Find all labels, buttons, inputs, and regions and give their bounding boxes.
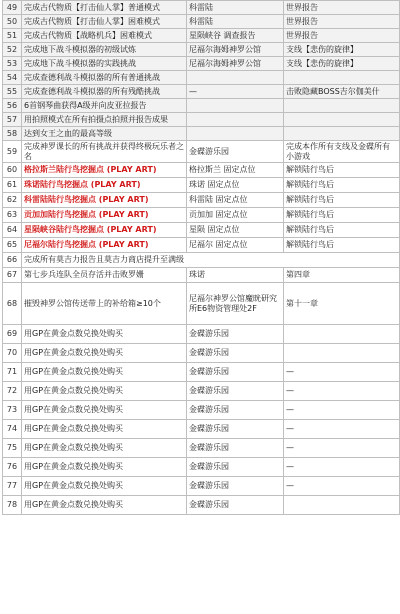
table-row	[3, 208, 400, 223]
table-row	[3, 141, 400, 163]
location-cell: 科雷陆	[187, 15, 284, 29]
table-row	[3, 15, 400, 29]
table-row	[3, 57, 400, 71]
row-number-cell: 56	[3, 99, 22, 113]
task-cell: 珠诺陆行鸟挖掘点 (PLAY ART)	[22, 178, 187, 193]
location-cell: 珠诺	[187, 268, 284, 283]
task-cell: 格拉斯兰陆行鸟挖掘点 (PLAY ART)	[22, 163, 187, 178]
location-cell: 金碟游乐园	[187, 458, 284, 477]
task-cell: 用GP在黄金点数兑换处购买	[22, 477, 187, 496]
note-cell: —	[284, 477, 400, 496]
row-number-cell: 74	[3, 420, 22, 439]
note-cell: —	[284, 401, 400, 420]
location-cell: 星陨 固定点位	[187, 223, 284, 238]
location-cell: 金碟游乐园	[187, 141, 284, 163]
note-cell: 解锁陆行鸟后	[284, 223, 400, 238]
table-row	[3, 253, 400, 268]
location-cell: 金碟游乐园	[187, 344, 284, 363]
task-cell: 用GP在黄金点数兑换处购买	[22, 496, 187, 515]
row-number-cell: 60	[3, 163, 22, 178]
note-cell: 解锁陆行鸟后	[284, 208, 400, 223]
task-cell: 6首钢琴曲获得A级并向皮亚拉报告	[22, 99, 187, 113]
task-cell: 完成神罗课长的所有挑战并获得终极玩乐者之名	[22, 141, 187, 163]
note-cell: 世界报告	[284, 29, 400, 43]
table-row	[3, 193, 400, 208]
row-number-cell: 63	[3, 208, 22, 223]
task-cell: 用GP在黄金点数兑换处购买	[22, 420, 187, 439]
task-cell: 完成所有莫吉力报告且莫吉力商店提升至满级	[22, 253, 400, 268]
task-cell: 完成古代物质【打击仙人掌】困难模式	[22, 15, 187, 29]
table-row	[3, 85, 400, 99]
note-cell	[284, 325, 400, 344]
note-cell: 解锁陆行鸟后	[284, 238, 400, 253]
note-cell: —	[284, 382, 400, 401]
task-cell: 用GP在黄金点数兑换处购买	[22, 363, 187, 382]
note-cell	[284, 344, 400, 363]
row-number-cell: 71	[3, 363, 22, 382]
row-number-cell: 52	[3, 43, 22, 57]
task-cell: 第七步兵连队全员存活并击败罗姗	[22, 268, 187, 283]
task-cell: 摧毁神罗公馆传送带上的补给箱≥10个	[22, 283, 187, 325]
location-cell: 金碟游乐园	[187, 420, 284, 439]
table-row	[3, 401, 400, 420]
note-cell: 击败隐藏BOSS吉尔伽美什	[284, 85, 400, 99]
task-cell: 用GP在黄金点数兑换处购买	[22, 401, 187, 420]
location-cell	[187, 99, 284, 113]
row-number-cell: 70	[3, 344, 22, 363]
location-cell: 尼福尔神罗公馆魔晄研究所E6物资管理处2F	[187, 283, 284, 325]
task-cell: 科雷陆陆行鸟挖掘点 (PLAY ART)	[22, 193, 187, 208]
task-cell: 用拍照模式在所有拍摄点拍照并报告成果	[22, 113, 187, 127]
row-number-cell: 65	[3, 238, 22, 253]
note-cell	[284, 71, 400, 85]
table-row	[3, 1, 400, 15]
row-number-cell: 49	[3, 1, 22, 15]
note-cell: —	[284, 439, 400, 458]
table-row	[3, 29, 400, 43]
task-table	[2, 0, 400, 515]
note-cell: 世界报告	[284, 15, 400, 29]
note-cell: —	[284, 363, 400, 382]
location-cell	[187, 113, 284, 127]
table-row	[3, 496, 400, 515]
table-row	[3, 325, 400, 344]
note-cell: —	[284, 420, 400, 439]
table-row	[3, 458, 400, 477]
row-number-cell: 76	[3, 458, 22, 477]
row-number-cell: 72	[3, 382, 22, 401]
location-cell: —	[187, 85, 284, 99]
row-number-cell: 67	[3, 268, 22, 283]
row-number-cell: 57	[3, 113, 22, 127]
note-cell: 世界报告	[284, 1, 400, 15]
row-number-cell: 53	[3, 57, 22, 71]
note-cell: 第十一章	[284, 283, 400, 325]
location-cell: 金碟游乐园	[187, 439, 284, 458]
table-row	[3, 420, 400, 439]
row-number-cell: 58	[3, 127, 22, 141]
table-row	[3, 163, 400, 178]
task-cell: 达到女王之血的最高等级	[22, 127, 187, 141]
table-row	[3, 99, 400, 113]
row-number-cell: 75	[3, 439, 22, 458]
task-cell: 完成查德利战斗模拟器的所有普通挑战	[22, 71, 187, 85]
location-cell	[187, 71, 284, 85]
task-cell: 用GP在黄金点数兑换处购买	[22, 458, 187, 477]
note-cell: 解锁陆行鸟后	[284, 193, 400, 208]
note-cell: 解锁陆行鸟后	[284, 163, 400, 178]
note-cell: 支线【悲伤的旋律】	[284, 57, 400, 71]
table-row	[3, 223, 400, 238]
table-row	[3, 238, 400, 253]
location-cell: 尼福尔海姆神罗公馆	[187, 57, 284, 71]
row-number-cell: 51	[3, 29, 22, 43]
row-number-cell: 68	[3, 283, 22, 325]
row-number-cell: 61	[3, 178, 22, 193]
table-row	[3, 43, 400, 57]
location-cell	[187, 127, 284, 141]
table-row	[3, 71, 400, 85]
table-row	[3, 439, 400, 458]
table-row	[3, 283, 400, 325]
note-cell: 第四章	[284, 268, 400, 283]
table-row	[3, 127, 400, 141]
location-cell: 珠诺 固定点位	[187, 178, 284, 193]
location-cell: 金碟游乐园	[187, 401, 284, 420]
table-row	[3, 344, 400, 363]
location-cell: 金碟游乐园	[187, 477, 284, 496]
row-number-cell: 59	[3, 141, 22, 163]
task-cell: 完成地下战斗模拟器的初级试炼	[22, 43, 187, 57]
row-number-cell: 77	[3, 477, 22, 496]
location-cell: 尼福尔海姆神罗公馆	[187, 43, 284, 57]
note-cell	[284, 99, 400, 113]
table-row	[3, 178, 400, 193]
task-cell: 用GP在黄金点数兑换处购买	[22, 382, 187, 401]
row-number-cell: 66	[3, 253, 22, 268]
row-number-cell: 55	[3, 85, 22, 99]
note-cell: 支线【悲伤的旋律】	[284, 43, 400, 57]
note-cell: —	[284, 458, 400, 477]
row-number-cell: 78	[3, 496, 22, 515]
row-number-cell: 73	[3, 401, 22, 420]
task-cell: 尼福尔陆行鸟挖掘点 (PLAY ART)	[22, 238, 187, 253]
task-cell: 用GP在黄金点数兑换处购买	[22, 439, 187, 458]
row-number-cell: 69	[3, 325, 22, 344]
row-number-cell: 62	[3, 193, 22, 208]
table-row	[3, 382, 400, 401]
row-number-cell: 54	[3, 71, 22, 85]
row-number-cell: 64	[3, 223, 22, 238]
location-cell: 金碟游乐园	[187, 382, 284, 401]
location-cell: 科雷陆 固定点位	[187, 193, 284, 208]
table-row	[3, 363, 400, 382]
table-row	[3, 477, 400, 496]
task-cell: 完成古代物质【打击仙人掌】普通模式	[22, 1, 187, 15]
task-cell: 贡加加陆行鸟挖掘点 (PLAY ART)	[22, 208, 187, 223]
location-cell: 星陨峡谷 调查报告	[187, 29, 284, 43]
task-table-body	[3, 1, 400, 515]
note-cell: 解锁陆行鸟后	[284, 178, 400, 193]
note-cell: 完成本作所有支线及金碟所有小游戏	[284, 141, 400, 163]
table-row	[3, 113, 400, 127]
note-cell	[284, 113, 400, 127]
task-cell: 用GP在黄金点数兑换处购买	[22, 344, 187, 363]
location-cell: 格拉斯兰 固定点位	[187, 163, 284, 178]
location-cell: 科雷陆	[187, 1, 284, 15]
row-number-cell: 50	[3, 15, 22, 29]
location-cell: 金碟游乐园	[187, 363, 284, 382]
location-cell: 金碟游乐园	[187, 325, 284, 344]
note-cell	[284, 127, 400, 141]
note-cell	[284, 496, 400, 515]
task-cell: 完成古代物质【战略机兵】困难模式	[22, 29, 187, 43]
task-cell: 完成地下战斗模拟器的实践挑战	[22, 57, 187, 71]
task-cell: 用GP在黄金点数兑换处购买	[22, 325, 187, 344]
location-cell: 尼福尔 固定点位	[187, 238, 284, 253]
location-cell: 贡加加 固定点位	[187, 208, 284, 223]
task-cell: 完成查德利战斗模拟器的所有残酷挑战	[22, 85, 187, 99]
task-cell: 星陨峡谷陆行鸟挖掘点 (PLAY ART)	[22, 223, 187, 238]
location-cell: 金碟游乐园	[187, 496, 284, 515]
table-row	[3, 268, 400, 283]
